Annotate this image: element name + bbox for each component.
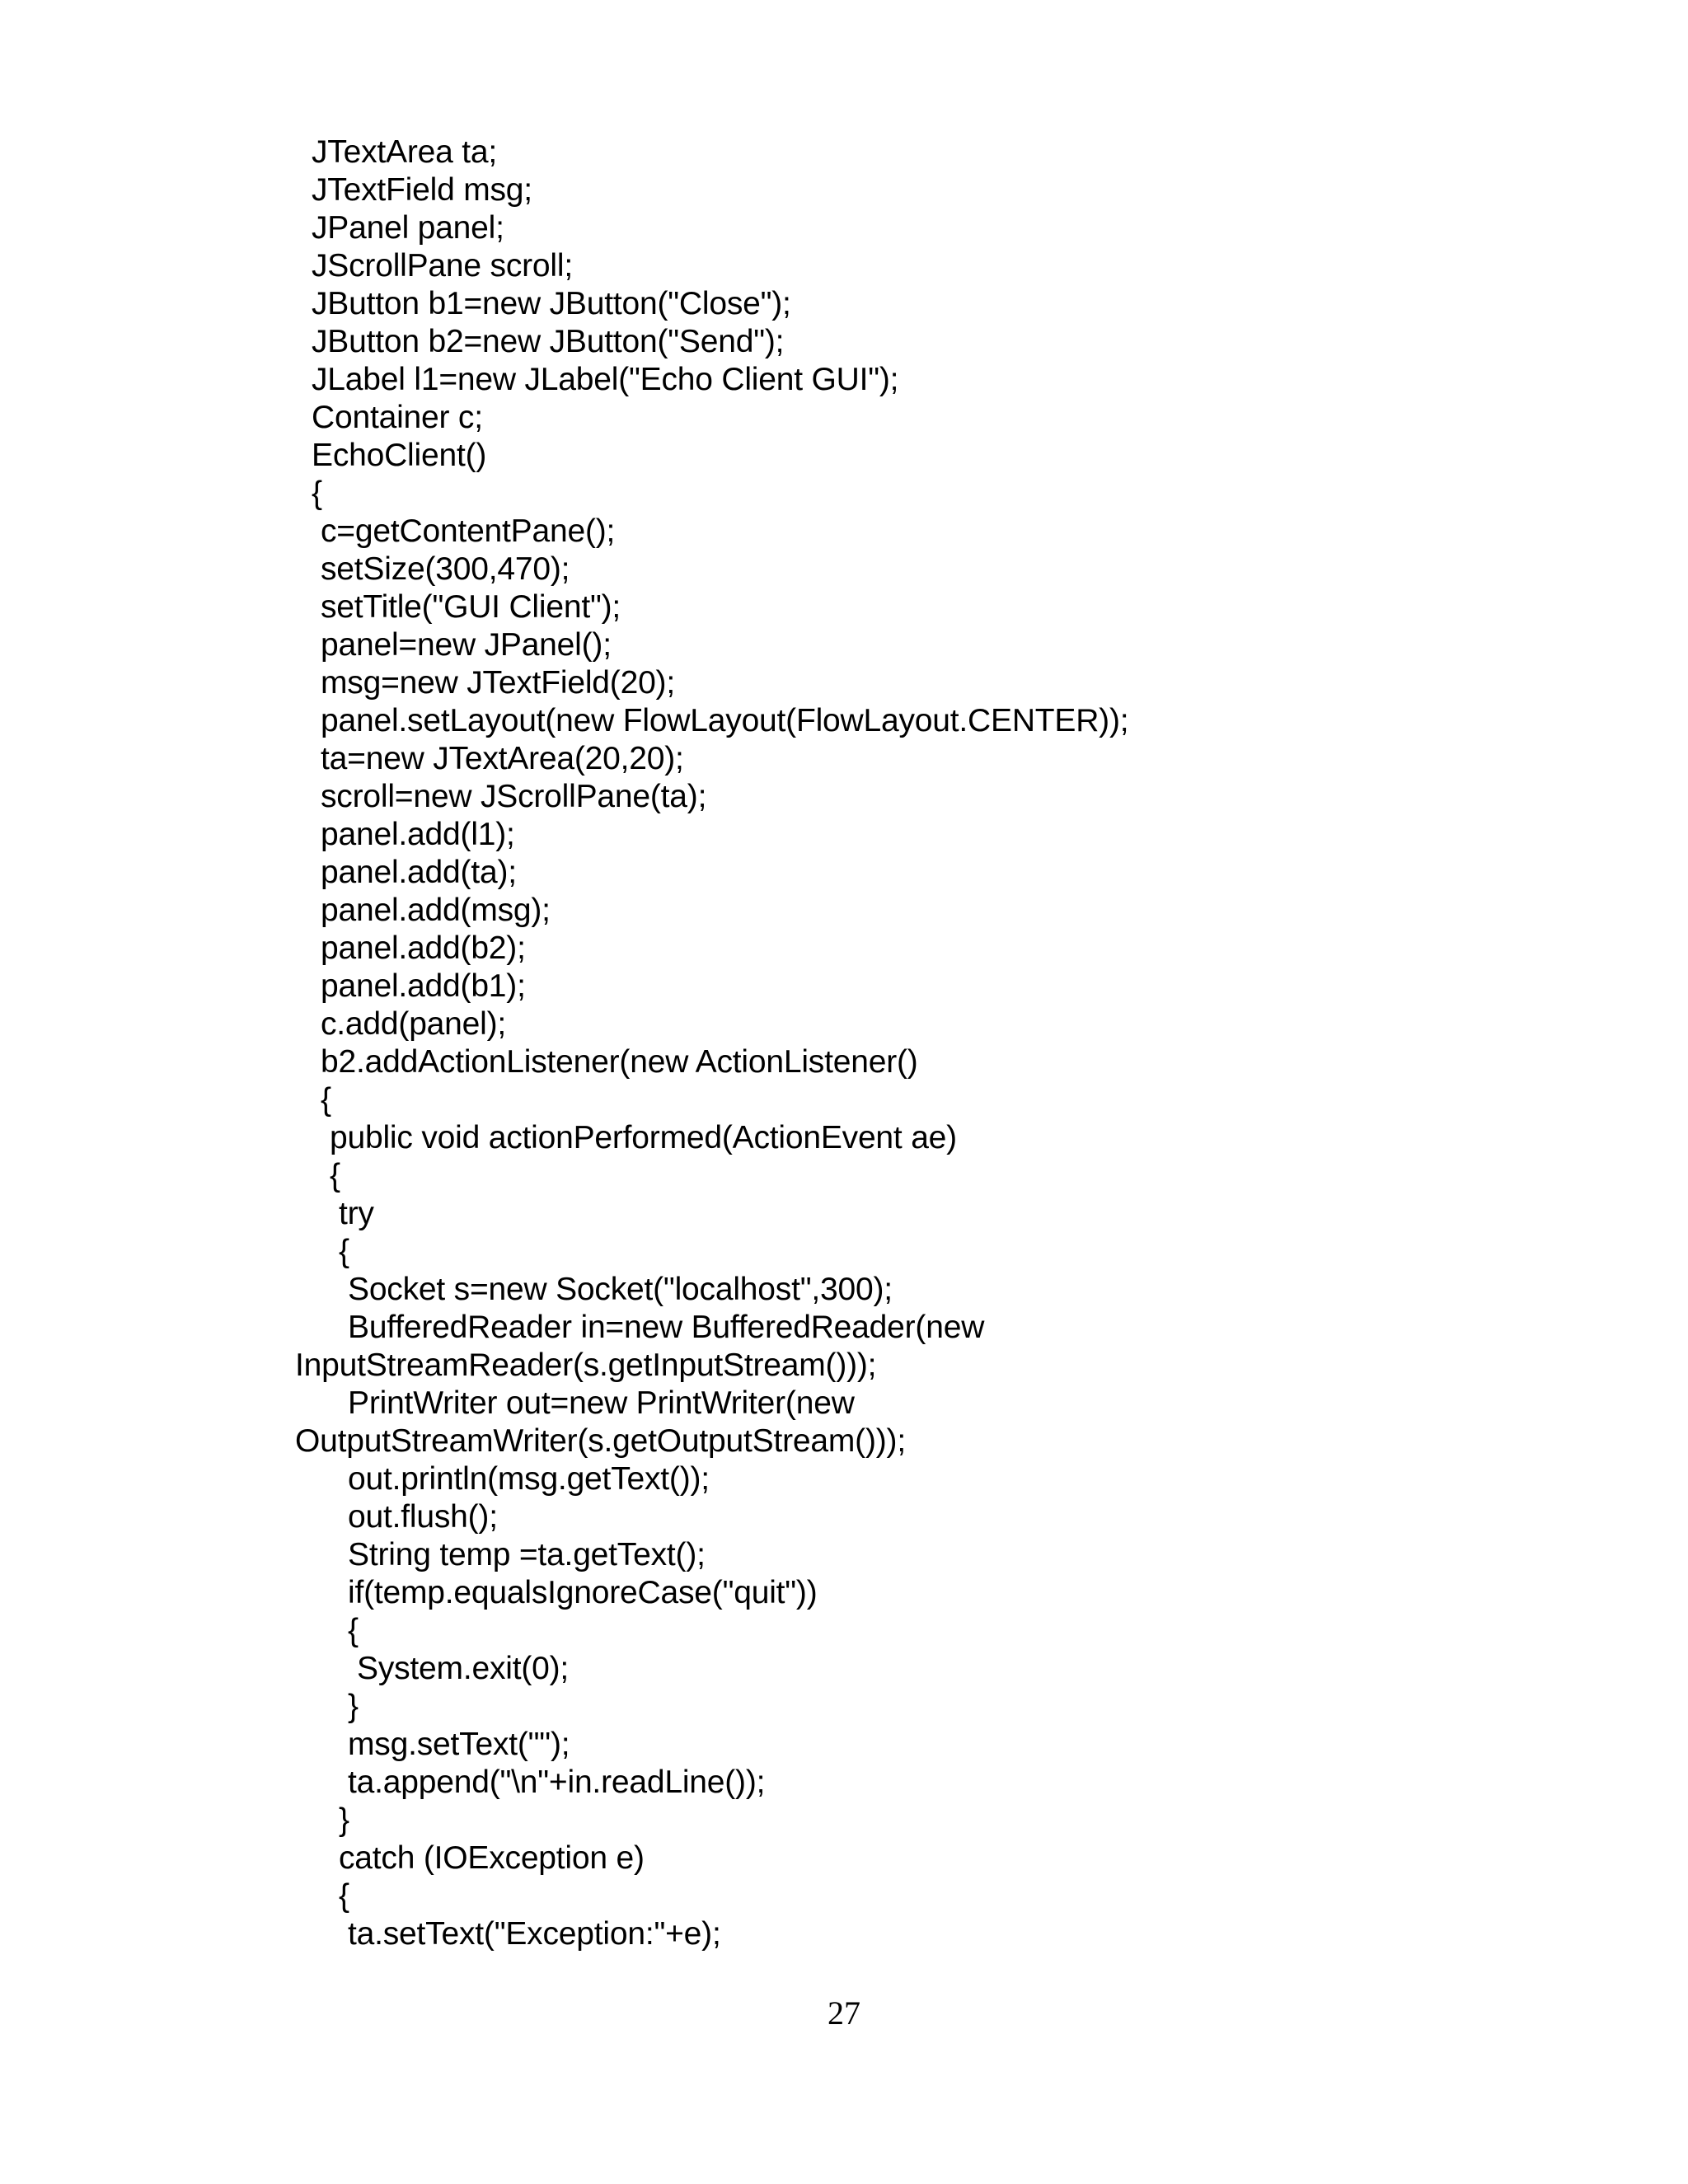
code-line: panel=new JPanel();	[321, 627, 612, 663]
code-line: c=getContentPane();	[321, 513, 616, 549]
code-line: panel.add(b1);	[321, 968, 526, 1004]
code-line: Container c;	[312, 400, 483, 435]
code-listing	[295, 134, 1614, 1953]
code-line: panel.add(ta);	[321, 855, 517, 890]
code-line: PrintWriter out=new PrintWriter(new	[348, 1385, 855, 1421]
code-line: JButton b2=new JButton("Send");	[312, 324, 785, 359]
code-line: OutputStreamWriter(s.getOutputStream()));	[295, 1423, 906, 1459]
code-line: JScrollPane scroll;	[312, 248, 573, 284]
code-line: BufferedReader in=new BufferedReader(new	[348, 1310, 985, 1345]
code-line: Socket s=new Socket("localhost",300);	[348, 1272, 893, 1307]
code-line: {	[312, 476, 322, 511]
code-line: panel.setLayout(new FlowLayout(FlowLayout.CENTER));	[321, 703, 1129, 738]
code-line: panel.add(msg);	[321, 893, 551, 928]
page-number: 27	[828, 1994, 860, 2032]
code-line: JPanel panel;	[312, 210, 504, 246]
code-line: panel.add(l1);	[321, 817, 515, 852]
code-line: }	[339, 1802, 349, 1838]
code-line: JTextField msg;	[312, 172, 532, 208]
code-line: msg=new JTextField(20);	[321, 665, 675, 701]
code-line: JTextArea ta;	[312, 134, 498, 170]
code-line: b2.addActionListener(new ActionListener()	[321, 1044, 918, 1080]
code-line: panel.add(b2);	[321, 930, 526, 966]
code-line: try	[339, 1196, 374, 1231]
code-line: out.flush();	[348, 1499, 498, 1535]
code-line: ta.append("\n"+in.readLine());	[348, 1765, 766, 1800]
code-line: if(temp.equalsIgnoreCase("quit"))	[348, 1575, 818, 1610]
code-line: c.add(panel);	[321, 1006, 507, 1042]
code-line: setTitle("GUI Client");	[321, 589, 621, 625]
code-line: scroll=new JScrollPane(ta);	[321, 779, 707, 814]
code-line: msg.setText("");	[348, 1727, 570, 1762]
code-line: out.println(msg.getText());	[348, 1461, 710, 1497]
code-line: catch (IOException e)	[339, 1840, 645, 1876]
code-line: {	[339, 1878, 349, 1914]
code-line: InputStreamReader(s.getInputStream()));	[295, 1347, 877, 1383]
code-line: {	[339, 1234, 349, 1269]
code-line: ta.setText("Exception:"+e);	[348, 1916, 721, 1952]
code-line: {	[321, 1082, 331, 1118]
code-line: setSize(300,470);	[321, 551, 570, 587]
code-line: System.exit(0);	[357, 1651, 570, 1686]
code-line: public void actionPerformed(ActionEvent ae)	[330, 1120, 957, 1155]
code-line: JLabel l1=new JLabel("Echo Client GUI");	[312, 362, 899, 397]
code-line: {	[348, 1613, 359, 1648]
code-line: JButton b1=new JButton("Close");	[312, 286, 791, 321]
code-line: EchoClient()	[312, 438, 487, 473]
code-line: {	[330, 1158, 340, 1193]
code-line: String temp =ta.getText();	[348, 1537, 706, 1572]
code-line: }	[348, 1689, 359, 1724]
code-line: ta=new JTextArea(20,20);	[321, 741, 684, 776]
